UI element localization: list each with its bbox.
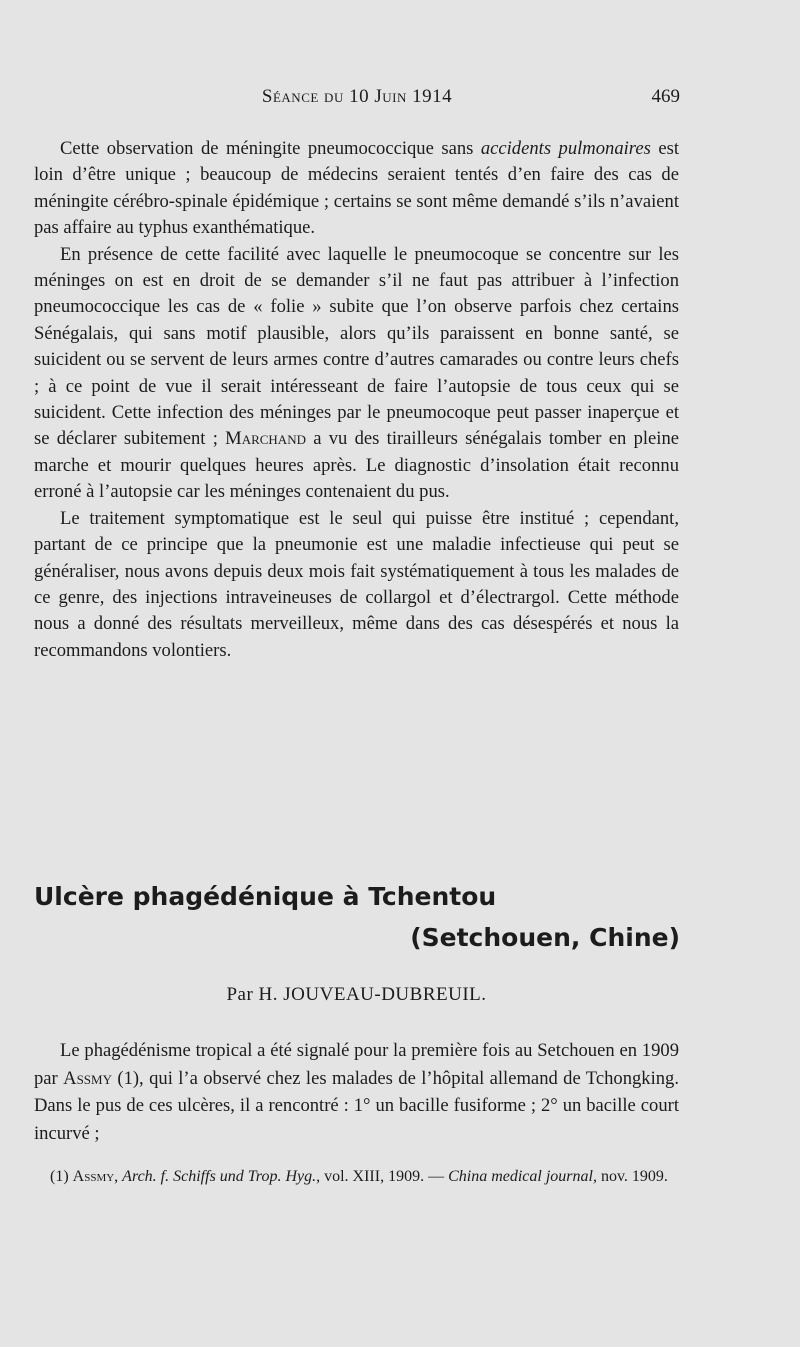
paragraph-1-italic: accidents pulmonaires <box>480 138 651 159</box>
article-title: Ulcère phagédénique à Tchentou <box>34 882 497 911</box>
running-head-date: 10 Juin 1914 <box>349 86 453 107</box>
footnote-sep: , <box>114 1168 123 1185</box>
article-body <box>34 1037 679 1147</box>
article-subtitle: (Setchouen, Chine) <box>410 923 680 952</box>
footnote-journal-2: China medical journal <box>448 1168 593 1185</box>
article-paragraph-text-end: (1), qui l’a observé chez les malades de l’hôpital allemand de Tchongking. Dans le pus de ces ulcères, il a rencontré : 1° un bacille fusiforme ; 2° un bacille court incurvé ; <box>34 1067 679 1144</box>
paragraph-2-text: En présence de cette facilité avec laquelle le pneumocoque se concentre sur les méninges on est en droit de se demander s’il ne faut pas attribuer à l’infection pneumococcique les cas de « folie » subite que l’on observe parfois chez certains Sénégalais, qui sans motif plausible, alors qu’ils paraissent en bonne santé, se suicident ou se servent de leurs armes contre d’autres camarades ou contre leurs chefs ; à ce point de vue il serait intéresseant de faire l’autopsie de tous ceux qui se suicident. Cette infection des méninges par le pneumocoque peut passer inaperçue et se déclarer subitement ; <box>34 243 679 450</box>
paragraph-3: Le traitement symptomatique est le seul qui puisse être institué ; cependant, partant de ce principe que la pneumonie est une maladie infectieuse qui peut se généraliser, nous avons depuis deux mois fait systématiquement à tous les malades de ce genre, des injections intraveineuses de collargol et d’électrargol. Cette méthode nous a donné des résultats merveilleux, même dans des cas désespérés et nous la recommandons volontiers. <box>34 507 679 661</box>
article-paragraph-text: Le phagédénisme tropical a été signalé pour la première fois au Setchouen en 1909 par <box>34 1040 679 1089</box>
paragraph-1-text-end: est loin d’être unique ; beaucoup de médecins seraient tentés d’en faire des cas de méningite cérébro-spinale épidémique ; certains se sont même demandé s’ils n’avaient pas affaire au typhus exanthématique. <box>34 138 679 239</box>
paragraph-1-text: Cette observation de méningite pneumococcique sans <box>60 138 481 159</box>
footnote-details: , vol. XIII, 1909. — <box>316 1168 449 1185</box>
paragraph-2 <box>34 242 679 506</box>
page-number: 469 <box>651 86 680 107</box>
paragraph-2-text-end: a vu des tirailleurs sénégalais tomber en pleine marche et mourir quelques heures après. Le diagnostic d’insolation était reconnu erroné à l’autopsie car les méninges contenaient du pus. <box>34 428 679 503</box>
paragraph-1 <box>34 136 679 242</box>
running-head-seance: Séance du <box>261 86 344 107</box>
body-text <box>34 136 679 664</box>
footnote-marker: (1) <box>50 1168 73 1185</box>
author-name-assmy: Assmy <box>63 1067 112 1089</box>
running-head <box>34 86 680 108</box>
article-author: Par H. JOUVEAU-DUBREUIL. <box>226 984 487 1005</box>
author-name-marchand: Marchand <box>225 428 306 450</box>
footnote-journal: Arch. f. Schiffs und Trop. Hyg. <box>122 1168 317 1185</box>
article-paragraph <box>34 1037 679 1147</box>
footnote-author: Assmy <box>72 1168 115 1185</box>
footnote <box>34 1166 679 1187</box>
footnote-details-2: , nov. 1909. <box>592 1168 668 1185</box>
